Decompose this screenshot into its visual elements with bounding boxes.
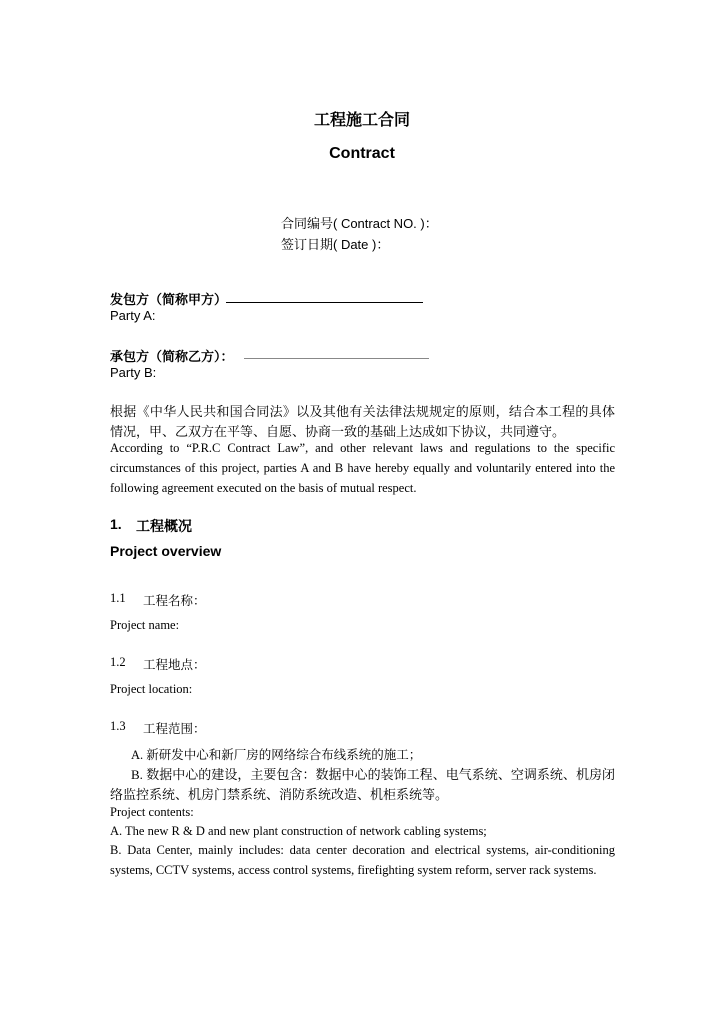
page-title-cn: 工程施工合同 [313, 112, 410, 129]
item-1-1-label-cn: 工程名称： [143, 594, 206, 608]
party-b-label: 承包方（简称乙方）： [110, 349, 234, 364]
intro-cn: 根据《中华人民共和国合同法》以及其他有关法律法规规定的原则，结合本工程的具体情况，甲、乙双方在平等、自愿、协商一致的基础上达成如下协议，共同遵守。 [110, 404, 615, 439]
item-1-2-label-cn: 工程地点： [143, 658, 206, 672]
item-1-2-label-en: Project location: [110, 682, 193, 696]
scope-cn-a: A. 新研发中心和新厂房的网络综合布线系统的施工； [131, 748, 422, 762]
party-a-label: 发包方（简称甲方） [110, 292, 228, 307]
scope-en-a: A. The new R & D and new plant construction of network cabling systems; [110, 824, 487, 838]
item-1-3-number: 1.3 [110, 719, 126, 733]
section-1-number: 1. [110, 516, 122, 532]
project-contents-label: Project contents: [110, 805, 194, 819]
party-b-sub: Party B: [110, 365, 157, 380]
item-1-1-number: 1.1 [110, 591, 126, 605]
page-title-en: Contract [329, 145, 395, 162]
sign-date-label: 签订日期( Date )： [281, 237, 390, 252]
item-1-3-label-cn: 工程范围： [143, 722, 206, 736]
item-1-1-label-en: Project name: [110, 618, 180, 632]
scope-cn-b: B. 数据中心的建设，主要包含：数据中心的装饰工程、电气系统、空调系统、机房闭络监控系统、机房门禁系统、消防系统改造、机柜系统等。 [110, 767, 615, 802]
item-1-2-number: 1.2 [110, 655, 126, 669]
party-b-fill-line [244, 358, 429, 359]
party-a-sub: Party A: [110, 308, 156, 323]
section-1-title-en: Project overview [110, 543, 222, 559]
contract-number-label: 合同编号( Contract NO. )： [281, 216, 438, 231]
scope-en-b: B. Data Center, mainly includes: data center decoration and electrical systems, air-conditioning systems, CCTV systems, access control systems, firefighting system reform, server rack systems. [110, 843, 615, 877]
party-a-fill-line [226, 302, 423, 303]
intro-en: According to “P.R.C Contract Law”, and other relevant laws and regulations to the specific circumstances of this project, parties A and B have hereby equally and voluntarily entered into the following agreement executed on the basis of mutual respect. [110, 441, 615, 495]
section-1-title-cn: 工程概况 [136, 518, 192, 534]
